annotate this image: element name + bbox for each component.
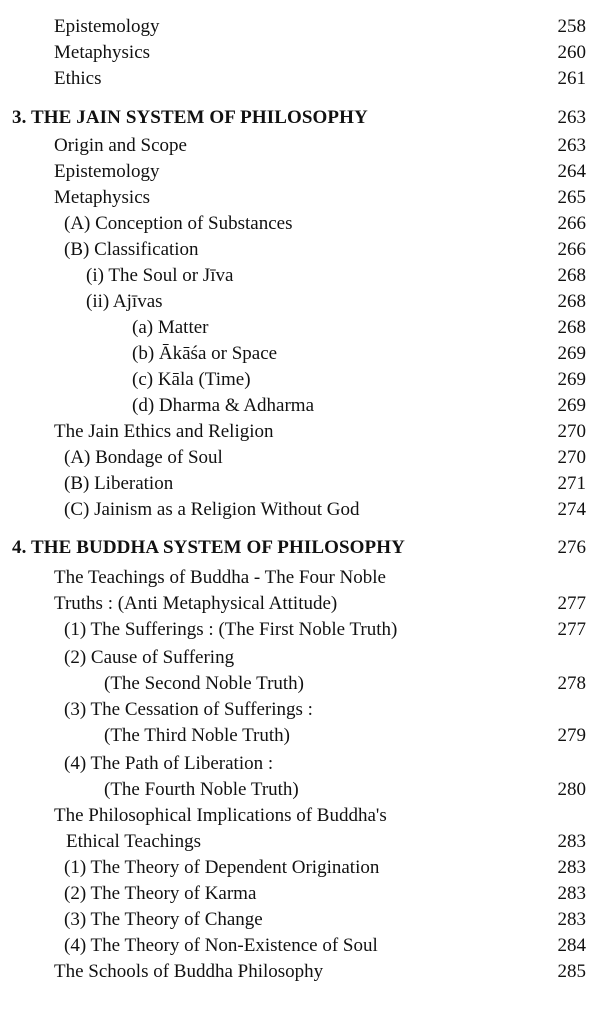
toc-entry-title: (a) Matter — [132, 317, 209, 338]
toc-entry-title: (1) The Sufferings : (The First Noble Truth) — [64, 619, 398, 640]
toc-entry-page-number: 270 — [557, 447, 586, 468]
toc-entry-title: (C) Jainism as a Religion Without God — [64, 499, 360, 520]
toc-entry — [0, 160, 600, 184]
toc-entry-title: (i) The Soul or Jīva — [86, 265, 234, 286]
toc-entry — [0, 212, 600, 236]
toc-entry — [0, 882, 600, 906]
toc-entry-title: (2) The Theory of Karma — [64, 883, 257, 904]
toc-entry-page-number: 285 — [557, 961, 586, 982]
toc-entry-page-number: 283 — [557, 831, 586, 852]
toc-entry-page-number: 260 — [557, 42, 586, 63]
toc-entry — [0, 446, 600, 470]
toc-entry-page-number: 277 — [557, 593, 586, 614]
toc-entry-page-number: 271 — [557, 473, 586, 494]
toc-entry-page-number: 266 — [557, 239, 586, 260]
toc-entry-page-number: 261 — [557, 68, 586, 89]
toc-entry — [0, 316, 600, 340]
toc-entry-title: (The Third Noble Truth) — [104, 725, 290, 746]
toc-entry — [0, 908, 600, 932]
toc-entry-title: Truths : (Anti Metaphysical Attitude) — [54, 593, 338, 614]
toc-entry-title: Origin and Scope — [54, 135, 187, 156]
toc-entry-page-number: 270 — [557, 421, 586, 442]
toc-entry-page-number: 265 — [557, 187, 586, 208]
toc-entry-page-number: 280 — [557, 779, 586, 800]
toc-entry — [0, 752, 600, 776]
toc-entry-page-number: 268 — [557, 291, 586, 312]
toc-entry — [0, 342, 600, 366]
toc-entry — [0, 67, 600, 91]
toc-entry-page-number: 278 — [557, 673, 586, 694]
toc-entry-title: (2) Cause of Suffering — [64, 647, 235, 668]
toc-entry — [0, 698, 600, 722]
toc-entry-page-number: 269 — [557, 369, 586, 390]
toc-entry — [0, 498, 600, 522]
toc-entry-title: (3) The Theory of Change — [64, 909, 263, 930]
toc-entry — [0, 592, 600, 616]
toc-entry — [0, 394, 600, 418]
toc-entry-page-number: 269 — [557, 395, 586, 416]
toc-entry — [0, 778, 600, 802]
toc-entry-title: (d) Dharma & Adharma — [132, 395, 315, 416]
toc-entry-title: Epistemology — [54, 16, 160, 37]
toc-entry-title: 3. THE JAIN SYSTEM OF PHILOSOPHY — [12, 107, 368, 128]
toc-entry-page-number: 283 — [557, 883, 586, 904]
toc-entry-title: The Jain Ethics and Religion — [54, 421, 274, 442]
toc-entry-title: The Philosophical Implications of Buddha's — [54, 805, 387, 826]
chapter-heading — [0, 106, 600, 130]
toc-entry-title: (A) Bondage of Soul — [64, 447, 223, 468]
toc-entry — [0, 186, 600, 210]
toc-entry — [0, 15, 600, 39]
toc-entry-page-number: 283 — [557, 857, 586, 878]
toc-entry-page-number: 266 — [557, 213, 586, 234]
toc-entry-page-number: 283 — [557, 909, 586, 930]
toc-entry — [0, 934, 600, 958]
toc-entry — [0, 724, 600, 748]
toc-entry-page-number: 258 — [557, 16, 586, 37]
toc-entry — [0, 41, 600, 65]
toc-entry-title: (B) Classification — [64, 239, 199, 260]
chapter-heading — [0, 536, 600, 560]
toc-entry-title: (c) Kāla (Time) — [132, 369, 251, 390]
toc-entry-page-number: 268 — [557, 317, 586, 338]
toc-entry — [0, 134, 600, 158]
toc-entry — [0, 472, 600, 496]
toc-entry-page-number: 268 — [557, 265, 586, 286]
toc-entry — [0, 646, 600, 670]
toc-entry-page-number: 269 — [557, 343, 586, 364]
toc-entry — [0, 618, 600, 642]
toc-entry — [0, 238, 600, 262]
toc-entry-title: (3) The Cessation of Sufferings : — [64, 699, 313, 720]
toc-entry-title: (4) The Theory of Non-Existence of Soul — [64, 935, 378, 956]
toc-entry-title: (B) Liberation — [64, 473, 174, 494]
toc-entry-title: (b) Ākāśa or Space — [132, 343, 278, 364]
toc-entry-title: 4. THE BUDDHA SYSTEM OF PHILOSOPHY — [12, 537, 405, 558]
toc-entry — [0, 830, 600, 854]
toc-entry-title: Ethical Teachings — [66, 831, 201, 852]
toc-entry-page-number: 263 — [557, 107, 586, 128]
toc-entry-title: Epistemology — [54, 161, 160, 182]
toc-entry — [0, 672, 600, 696]
toc-entry-title: Metaphysics — [54, 42, 151, 63]
toc-entry-title: Metaphysics — [54, 187, 151, 208]
toc-entry — [0, 290, 600, 314]
toc-entry-title: (The Fourth Noble Truth) — [104, 779, 299, 800]
toc-entry — [0, 856, 600, 880]
toc-entry-page-number: 263 — [557, 135, 586, 156]
toc-entry-title: Ethics — [54, 68, 102, 89]
toc-entry-title: (A) Conception of Substances — [64, 213, 293, 234]
toc-entry-page-number: 276 — [557, 537, 586, 558]
toc-entry — [0, 804, 600, 828]
toc-entry-page-number: 264 — [557, 161, 586, 182]
toc-entry-page-number: 284 — [557, 935, 586, 956]
toc-entry-page-number: 279 — [557, 725, 586, 746]
toc-entry — [0, 566, 600, 590]
toc-entry — [0, 420, 600, 444]
toc-entry-title: (1) The Theory of Dependent Origination — [64, 857, 380, 878]
toc-entry-title: (The Second Noble Truth) — [104, 673, 305, 694]
toc-entry-page-number: 274 — [557, 499, 586, 520]
toc-entry-page-number: 277 — [557, 619, 586, 640]
toc-entry-title: The Teachings of Buddha - The Four Noble — [54, 567, 386, 588]
toc-entry-title: (ii) Ajīvas — [86, 291, 163, 312]
toc-entry-title: The Schools of Buddha Philosophy — [54, 961, 324, 982]
toc-entry — [0, 368, 600, 392]
toc-entry-title: (4) The Path of Liberation : — [64, 753, 274, 774]
toc-entry — [0, 264, 600, 288]
toc-entry — [0, 960, 600, 984]
